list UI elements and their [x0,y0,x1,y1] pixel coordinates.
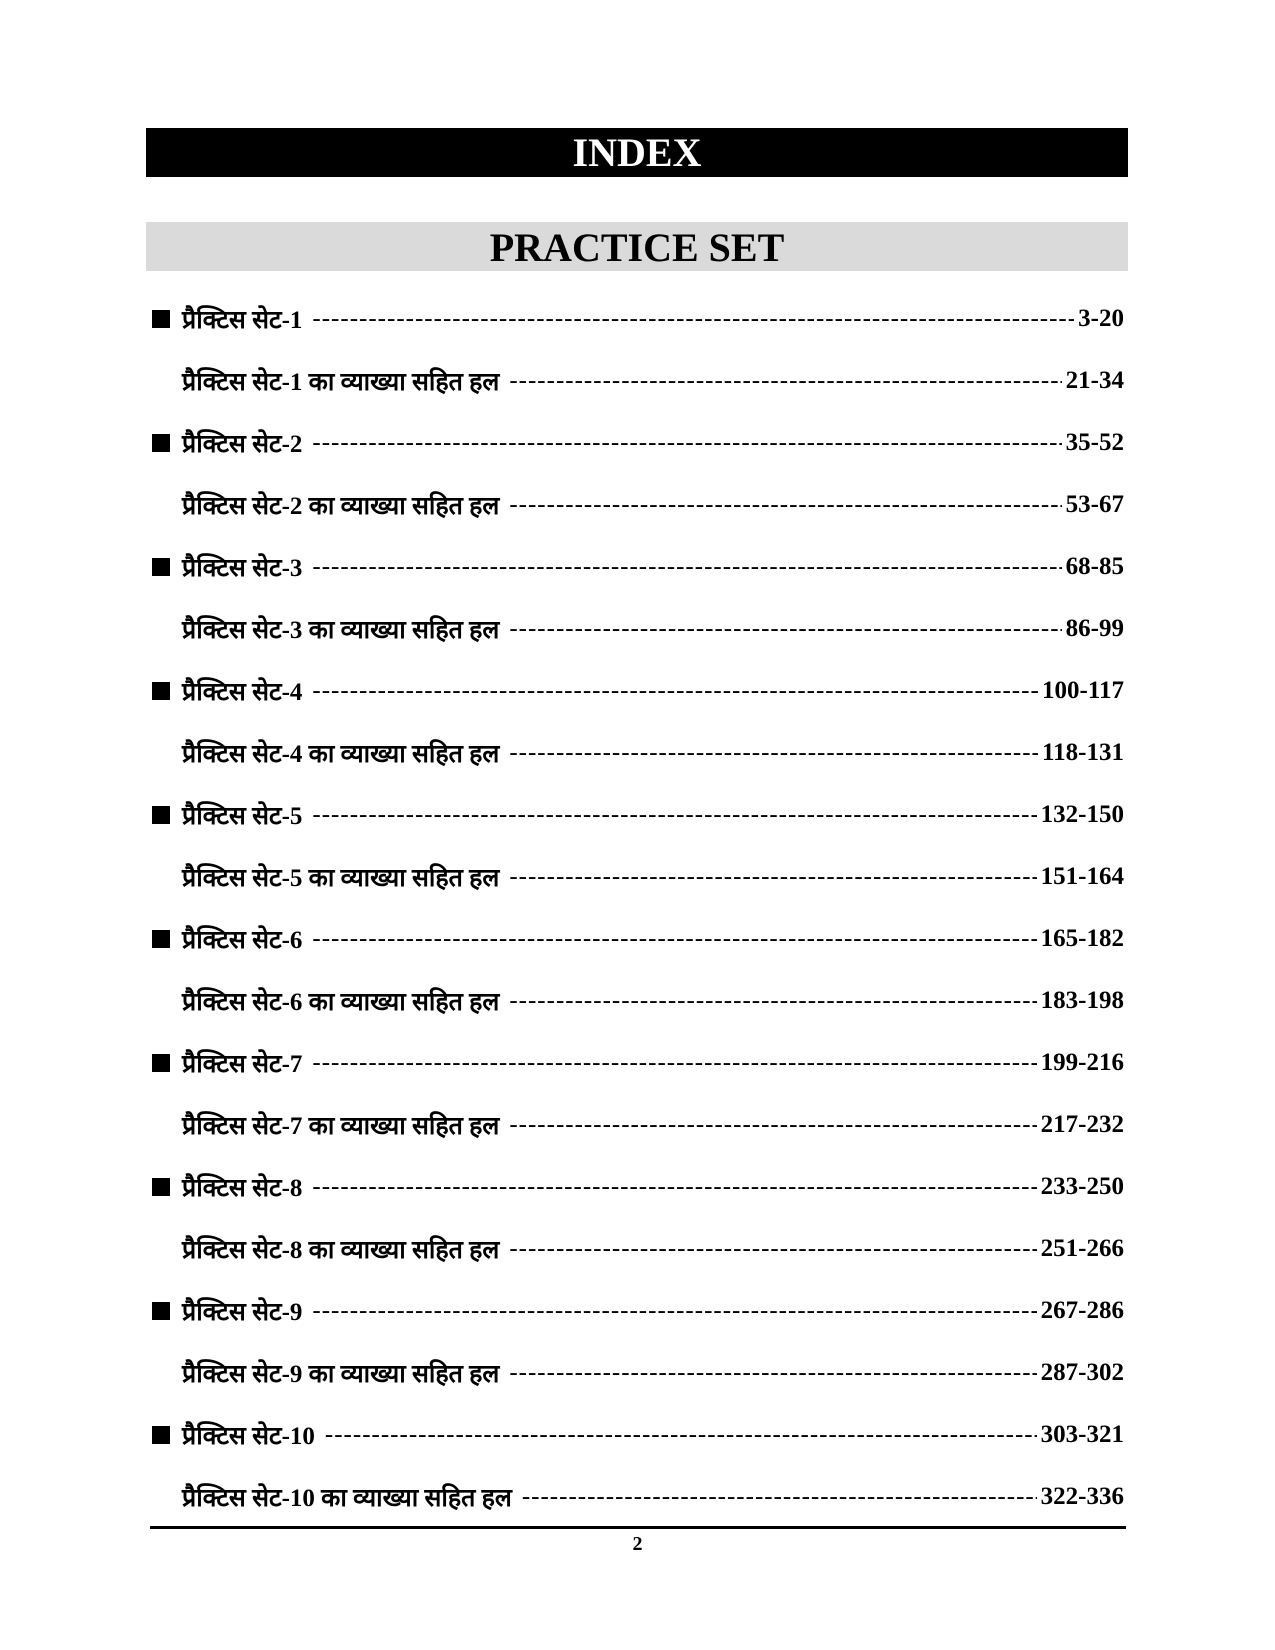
toc-entry-pages: 183-198 [1040,987,1124,1014]
toc-entry-label: प्रैक्टिस सेट-8 का व्याख्या सहित हल [182,1237,500,1264]
toc-entry-label: प्रैक्टिस सेट-7 [182,1051,303,1078]
toc-entry [146,598,1128,660]
toc-entry-pages: 100-117 [1042,677,1124,704]
dot-leader [509,1235,1036,1263]
toc-entry-pages: 199-216 [1040,1049,1124,1076]
page-number: 2 [632,1533,643,1555]
toc-entry-pages: 303-321 [1040,1421,1124,1448]
dot-leader [312,801,1036,829]
toc-entry [146,1094,1128,1156]
square-bullet-icon [152,930,170,948]
toc-entry-label: प्रैक्टिस सेट-2 [182,431,303,458]
toc-entry [146,908,1128,970]
toc-entry-pages: 53-67 [1065,491,1124,518]
dot-leader [312,677,1038,705]
square-bullet-icon [152,1302,170,1320]
toc-entry-pages: 132-150 [1040,801,1124,828]
toc-entry-label: प्रैक्टिस सेट-2 का व्याख्या सहित हल [182,493,500,520]
toc-entry [146,1404,1128,1466]
toc-entry-label: प्रैक्टिस सेट-8 [182,1175,303,1202]
dot-leader [312,553,1061,581]
dot-leader [522,1483,1037,1511]
toc-entry [146,722,1128,784]
footer-divider [150,1526,1126,1529]
toc-entry-pages: 287-302 [1040,1359,1124,1386]
toc-entry-label: प्रैक्टिस सेट-5 का व्याख्या सहित हल [182,865,500,892]
dot-leader [312,1297,1036,1325]
toc-entry-label: प्रैक्टिस सेट-3 का व्याख्या सहित हल [182,617,500,644]
dot-leader [312,305,1074,333]
toc-entry-pages: 68-85 [1065,553,1124,580]
toc-entry-label: प्रैक्टिस सेट-9 [182,1299,303,1326]
table-of-contents [146,288,1128,1528]
toc-entry [146,1218,1128,1280]
dot-leader [509,615,1061,643]
toc-entry-label: प्रैक्टिस सेट-4 [182,679,303,706]
dot-leader [509,739,1038,767]
toc-entry-label: प्रैक्टिस सेट-9 का व्याख्या सहित हल [182,1361,500,1388]
toc-entry [146,846,1128,908]
index-title: INDEX [146,128,1128,177]
section-title: PRACTICE SET [146,222,1128,271]
square-bullet-icon [152,1426,170,1444]
square-bullet-icon [152,434,170,452]
dot-leader [312,1173,1036,1201]
toc-entry-label: प्रैक्टिस सेट-4 का व्याख्या सहित हल [182,741,500,768]
dot-leader [509,367,1061,395]
toc-entry-pages: 267-286 [1040,1297,1124,1324]
dot-leader [312,429,1061,457]
square-bullet-icon [152,806,170,824]
dot-leader [509,1111,1036,1139]
toc-entry [146,1032,1128,1094]
toc-entry-label: प्रैक्टिस सेट-1 का व्याख्या सहित हल [182,369,500,396]
square-bullet-icon [152,310,170,328]
toc-entry-pages: 21-34 [1065,367,1124,394]
toc-entry [146,784,1128,846]
toc-entry-pages: 118-131 [1042,739,1124,766]
square-bullet-icon [152,682,170,700]
square-bullet-icon [152,558,170,576]
toc-entry-pages: 3-20 [1078,305,1124,332]
toc-entry [146,1156,1128,1218]
square-bullet-icon [152,1054,170,1072]
toc-entry-label: प्रैक्टिस सेट-3 [182,555,303,582]
toc-entry-label: प्रैक्टिस सेट-6 [182,927,303,954]
dot-leader [312,1049,1036,1077]
square-bullet-icon [152,1178,170,1196]
toc-entry [146,660,1128,722]
toc-entry-pages: 322-336 [1040,1483,1124,1510]
toc-entry-label: प्रैक्टिस सेट-6 का व्याख्या सहित हल [182,989,500,1016]
toc-entry-label: प्रैक्टिस सेट-1 [182,307,303,334]
toc-entry [146,1280,1128,1342]
toc-entry-pages: 165-182 [1040,925,1124,952]
toc-entry [146,1466,1128,1528]
toc-entry [146,350,1128,412]
toc-entry-pages: 233-250 [1040,1173,1124,1200]
dot-leader [325,1421,1037,1449]
toc-entry-pages: 217-232 [1040,1111,1124,1138]
toc-entry-label: प्रैक्टिस सेट-10 [182,1423,315,1450]
dot-leader [509,987,1036,1015]
toc-entry [146,536,1128,598]
dot-leader [509,863,1036,891]
toc-entry [146,474,1128,536]
dot-leader [509,491,1061,519]
toc-entry-pages: 151-164 [1040,863,1124,890]
toc-entry-pages: 251-266 [1040,1235,1124,1262]
toc-entry [146,970,1128,1032]
dot-leader [509,1359,1036,1387]
toc-entry [146,412,1128,474]
toc-entry [146,288,1128,350]
dot-leader [312,925,1036,953]
toc-entry-label: प्रैक्टिस सेट-10 का व्याख्या सहित हल [182,1485,512,1512]
toc-entry-pages: 86-99 [1065,615,1124,642]
toc-entry-label: प्रैक्टिस सेट-7 का व्याख्या सहित हल [182,1113,500,1140]
toc-entry [146,1342,1128,1404]
toc-entry-pages: 35-52 [1065,429,1124,456]
toc-entry-label: प्रैक्टिस सेट-5 [182,803,303,830]
